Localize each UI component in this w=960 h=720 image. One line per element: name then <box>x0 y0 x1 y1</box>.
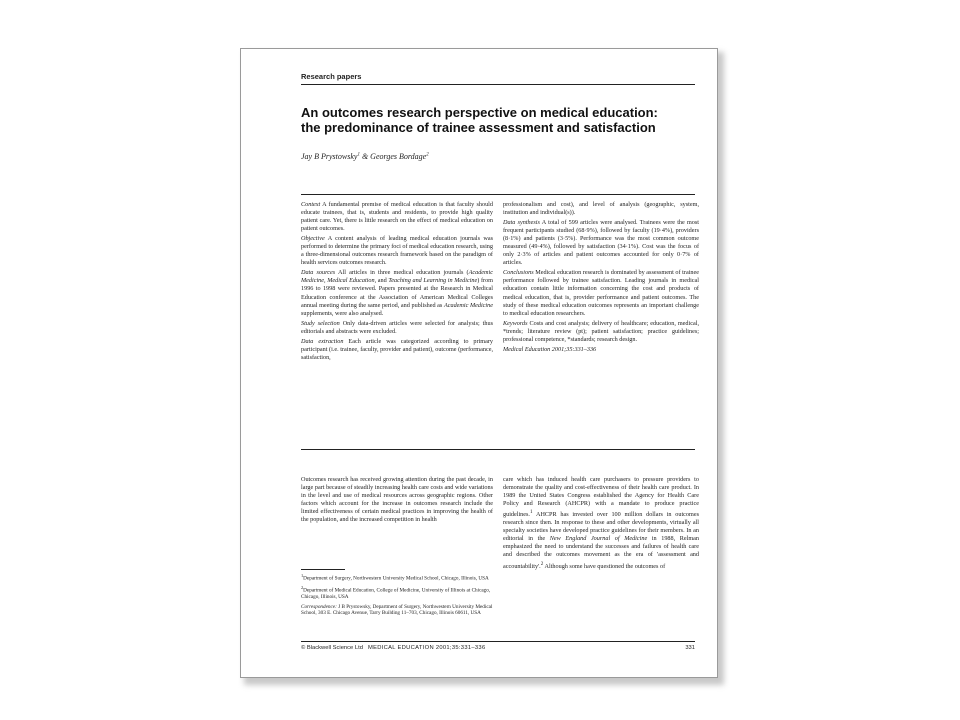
ref-2: 2 <box>540 560 544 567</box>
citation <box>503 346 699 354</box>
sources-journal-3: Academic Medicine <box>443 301 493 309</box>
sources-journal-1: Academic Medicine, Medical Education, <box>301 269 493 285</box>
conclusions-text: Medical education research is dominated by assessment of trainee performance followed by trainee satisfaction. Leading journals in medical education contain little information concerning the cost and products of medical education, that is, provider performance and patient outcomes. The study of these medical education outcomes represents an important challenge to medical education researchers. <box>503 269 699 317</box>
footnote-1-text: Department of Surgery, Northwestern University Medical School, Chicago, Illinois, USA <box>303 575 489 582</box>
authors <box>301 152 429 161</box>
sources-text-4: supplements, were also analysed. <box>301 309 384 317</box>
author-1: Jay B Prystowsky <box>301 152 358 161</box>
abstract-objective <box>301 235 493 267</box>
title-line-1: An outcomes research perspective on medical education: <box>301 105 658 120</box>
abstract-sources <box>301 269 493 317</box>
keywords-label: Keywords <box>503 319 528 327</box>
body-left-text: Outcomes research has received growing attention during the past decade, in large part because of steadily increasing health care costs and wide variations in the level and use of medical resources across geographic regions. Other factors which account for the increase in outcomes research include the limited effectiveness of certain medical practices in improving the health of the population, and the increased competition in health <box>301 476 493 524</box>
body-right-part-4: Although some have questioned the outcomes of <box>543 562 666 570</box>
footnote-2 <box>301 585 493 601</box>
copyright: © Blackwell Science Ltd <box>301 645 363 651</box>
footnote-1-marker: 1 <box>301 573 304 578</box>
abstract-left-column <box>301 201 493 364</box>
body-right-column <box>503 476 699 573</box>
title-line-2: the predominance of trainee assessment and satisfaction <box>301 120 656 135</box>
ref-1: 1 <box>529 509 533 516</box>
footnote-2-text: Department of Medical Education, College of Medicine, University of Illinois at Chicago, Chicago, Illinois, USA <box>301 587 491 601</box>
objective-label: Objective <box>301 235 325 243</box>
sources-text-2: and <box>376 277 389 285</box>
extraction-text: Each article was categorized according to primary participant (i.e. trainee, faculty, provider and patient), outcome (performance, satisfaction, <box>301 337 494 361</box>
objective-text: A content analysis of leading medical education journals was performed to determine the primary foci of medical education research, using a three-dimensional outcomes research framework based on the paradigm of health services outcomes research. <box>301 235 493 267</box>
footer-rule <box>301 641 695 642</box>
context-label: Context <box>301 201 321 208</box>
abstract-top-rule <box>301 194 695 195</box>
footnote-rule <box>301 569 345 570</box>
selection-text: Only data-driven articles were selected for analysis; thus editorials and abstracts were excluded. <box>301 319 493 335</box>
article-title <box>301 105 701 135</box>
abstract-bottom-rule <box>301 449 695 450</box>
abstract-context <box>301 201 493 233</box>
abstract-extraction <box>301 338 493 362</box>
journal-page <box>240 48 718 678</box>
correspondence-text: J B Prystowsky, Department of Surgery, Northwestern University Medical School, 303 E. Chicago Avenue, Tarry Building 11–703, Chicago, Illinois 60611, USA <box>301 603 493 617</box>
correspondence-label: Correspondence: <box>301 603 337 610</box>
body-left-column <box>301 476 493 526</box>
section-label: Research papers <box>301 72 362 81</box>
extraction-label: Data extraction <box>301 337 344 345</box>
conclusions-label: Conclusions <box>503 269 534 277</box>
footer-left <box>301 645 485 651</box>
keywords-text: Costs and cost analysis; delivery of healthcare; education, medical, *trends; literature review (pt); patient satisfaction; practice guidelines; professional competence, *standards; research design. <box>503 319 699 343</box>
author-separator: & <box>359 152 371 161</box>
context-text: A fundamental premise of medical education is that faculty should educate trainees, that is, students and residents, to provide high quality patient care. Yet, there is little research on the effect of medical education on patient outcomes. <box>301 201 493 233</box>
body-right-journal: New England Journal of Medicine <box>549 535 648 543</box>
correspondence <box>301 604 493 617</box>
citation-text: Medical Education 2001;35:331–336 <box>503 345 597 353</box>
footnotes <box>301 573 493 620</box>
page-number: 331 <box>685 645 695 651</box>
body-right-part-3: in 1988, Relman emphasized the need to understand the successes and failures of health care and described the outcomes movement as the era of 'assessment and accountability'. <box>503 535 699 570</box>
author-2: Georges Bordage <box>370 152 427 161</box>
author-1-affil: 1 <box>357 152 360 158</box>
footer-journal: MEDICAL EDUCATION 2001;35:331–336 <box>367 645 486 651</box>
sources-text-3: ) from 1996 to 1998 were reviewed. Papers presented at the Research in Medical Education conference at the Association of American Medical Colleges annual meeting during the same period, and published as <box>301 277 493 309</box>
synthesis-text: A total of 599 articles were analysed. Trainees were the most frequent participants studied (68·9%), followed by faculty (19·4%), providers (8·1%) and patients (3·5%). Performance was the most common outcome measured (49·4%), followed by satisfaction (34·1%). Cost was the focus of only 2·3% of articles and patient outcomes accounted for only 0·7% of articles. <box>503 219 699 267</box>
extraction-continued: professionalism and cost), and level of analysis (geographic, system, institution and individual(s)). <box>503 201 699 217</box>
abstract-selection <box>301 320 493 336</box>
body-right-part-2: AHCPR has invested over 100 million dollars in outcomes research since then. In response to these and other developments, virtually all specialty societies have developed practice guidelines for their members. In an editorial in the <box>503 511 699 543</box>
selection-label: Study selection <box>301 319 340 327</box>
synthesis-label: Data synthesis <box>503 219 540 227</box>
sources-label: Data sources <box>301 269 336 277</box>
footnote-1 <box>301 573 493 582</box>
abstract-right-column <box>503 201 699 356</box>
abstract-synthesis <box>503 219 699 267</box>
body-right-part-1: care which has induced health care purchasers to pressure providers to demonstrate the quality and cost-effectiveness of their health care product. In 1989 the United States Congress established the Agency for Health Care Policy and Research (AHCPR) with a mandate to produce practice guidelines. <box>503 476 699 519</box>
footnote-2-marker: 2 <box>301 585 304 591</box>
abstract-conclusions <box>503 269 699 317</box>
sources-text-1: All articles in three medical education journals ( <box>338 269 469 277</box>
sources-journal-2: Teaching and Learning in Medicine <box>388 277 478 285</box>
header-rule <box>301 84 695 85</box>
author-2-affil: 2 <box>426 152 429 158</box>
abstract-keywords <box>503 320 699 344</box>
body-right-text <box>503 476 699 571</box>
